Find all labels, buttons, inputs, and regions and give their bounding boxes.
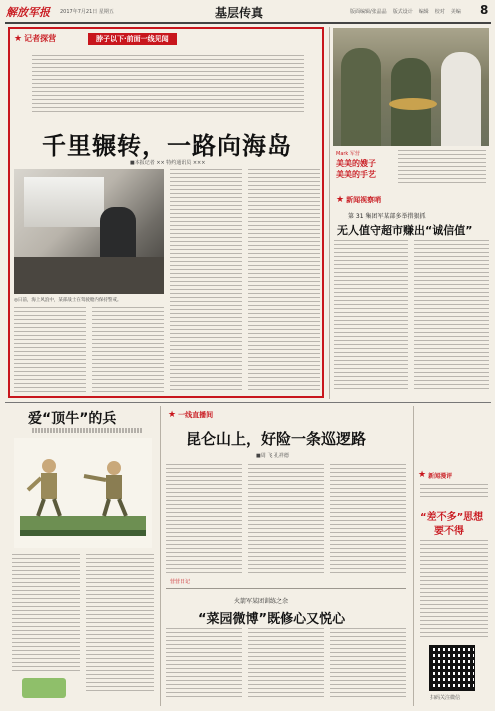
lead-byline: ■本报记者 ×× 特约通讯员 ××× <box>130 160 206 166</box>
star-icon: ★ <box>336 195 345 205</box>
bottom-center-kicker: 火箭军某团训练之余 <box>234 598 289 605</box>
cartoon <box>14 438 152 548</box>
photo-plate <box>389 98 437 110</box>
col-rule-2 <box>413 406 414 706</box>
column-tag-label: 记者探营 <box>24 34 57 43</box>
bottom-right-tag <box>418 470 452 480</box>
bottom-left-subline <box>32 428 142 433</box>
bottom-center-story <box>162 406 412 706</box>
bottom-center-byline: ■周 飞 孔祥德 <box>256 453 289 459</box>
bottom-center-col-4 <box>166 628 242 700</box>
lead-headline: 千里辗转，一路向海岛 <box>42 132 292 160</box>
masthead-logo: 解放军报 <box>6 6 50 19</box>
lead-story <box>8 27 324 398</box>
right-news-tag <box>336 195 381 205</box>
column-tag <box>14 33 56 44</box>
meta-item: 版式设计 <box>392 9 413 15</box>
photo-person-right <box>441 52 481 146</box>
bottom-right-story <box>416 406 492 706</box>
right-photo <box>333 28 489 146</box>
bottom-right-tag-label: 新闻漫评 <box>428 472 453 480</box>
col-rule-1 <box>160 406 161 706</box>
qr-code[interactable] <box>430 646 474 690</box>
caption-prefix: Mark 军营 <box>336 151 360 157</box>
lead-body-col-4 <box>248 169 320 393</box>
right-news-kicker: 第 31 集团军某部多举措狠抓 <box>348 213 426 220</box>
bottom-center-tag <box>168 410 213 420</box>
lead-photo <box>14 169 164 294</box>
sub-divider <box>166 588 406 589</box>
lead-body-col-3 <box>170 169 242 393</box>
bottom-center-col-3 <box>330 464 406 576</box>
bottom-left-story <box>8 406 158 706</box>
meta-item: 编辑 <box>418 9 429 15</box>
bottom-center-tag-label: 一线直播间 <box>178 411 214 419</box>
masthead-rule <box>5 22 491 24</box>
masthead-date: 2017年7月21日 星期五 <box>60 9 114 15</box>
sub-section-label: 营营日记 <box>170 579 191 585</box>
photo-caption: ◎日前，海上风浪中，某部战士在驾驶舱内保持警戒。 <box>14 298 122 303</box>
lead-body-col-1 <box>14 307 86 393</box>
bottom-right-headline-1: “差不多”思想 <box>420 512 484 523</box>
bottom-center-col-6 <box>330 628 406 700</box>
caption-title-2: 美美的手艺 <box>336 170 376 179</box>
bottom-left-col-1 <box>12 554 80 672</box>
bottom-left-logo <box>22 678 66 698</box>
lead-body-col-2 <box>92 307 164 393</box>
bottom-center-col-1 <box>166 464 242 576</box>
lead-kicker-text: 脖子以下·前面一线见闻 <box>96 35 169 43</box>
meta-item: 美编 <box>450 9 461 15</box>
photo-dashboard <box>14 257 164 294</box>
bottom-right-headline-2: 要不得 <box>434 526 464 537</box>
meta-item: 校对 <box>434 9 445 15</box>
masthead-meta <box>350 8 461 15</box>
section-title: 基层传真 <box>215 6 264 20</box>
page-number: 8 <box>480 3 489 17</box>
bottom-center-col-2 <box>248 464 324 576</box>
star-icon: ★ <box>14 33 23 44</box>
right-photo-caption <box>336 150 486 190</box>
masthead <box>0 0 495 22</box>
cartoon-illustration <box>14 438 152 548</box>
bottom-center-headline-2: “菜园微博”既修心又悦心 <box>198 612 346 627</box>
right-news-tag-label: 新闻视察哨 <box>346 196 382 204</box>
divider-mid <box>5 402 491 403</box>
photo-window <box>24 177 104 227</box>
star-icon: ★ <box>168 410 177 420</box>
lead-kicker <box>88 33 177 45</box>
bottom-left-headline: 爱“顶牛”的兵 <box>28 411 117 427</box>
right-news-col-1 <box>334 240 408 390</box>
bottom-left-col-2 <box>86 554 154 694</box>
meta-item: 版面编辑/张晶晶 <box>350 9 387 15</box>
photo-person-left <box>341 48 381 146</box>
bottom-center-col-5 <box>248 628 324 700</box>
caption-body <box>398 150 486 186</box>
col-rule-3 <box>329 27 330 399</box>
caption-title-1: 美美的嫂子 <box>336 159 376 168</box>
right-news-headline: 无人值守超市赚出“诚信值” <box>337 224 473 237</box>
bottom-center-headline: 昆仑山上，好险一条巡逻路 <box>186 430 367 448</box>
bottom-right-intro <box>420 484 488 498</box>
lead-intro-text <box>32 55 304 113</box>
star-icon: ★ <box>418 470 427 480</box>
bottom-right-body <box>420 540 488 640</box>
right-news-col-2 <box>414 240 489 390</box>
qr-caption: 扫码关注微信 <box>430 695 461 701</box>
